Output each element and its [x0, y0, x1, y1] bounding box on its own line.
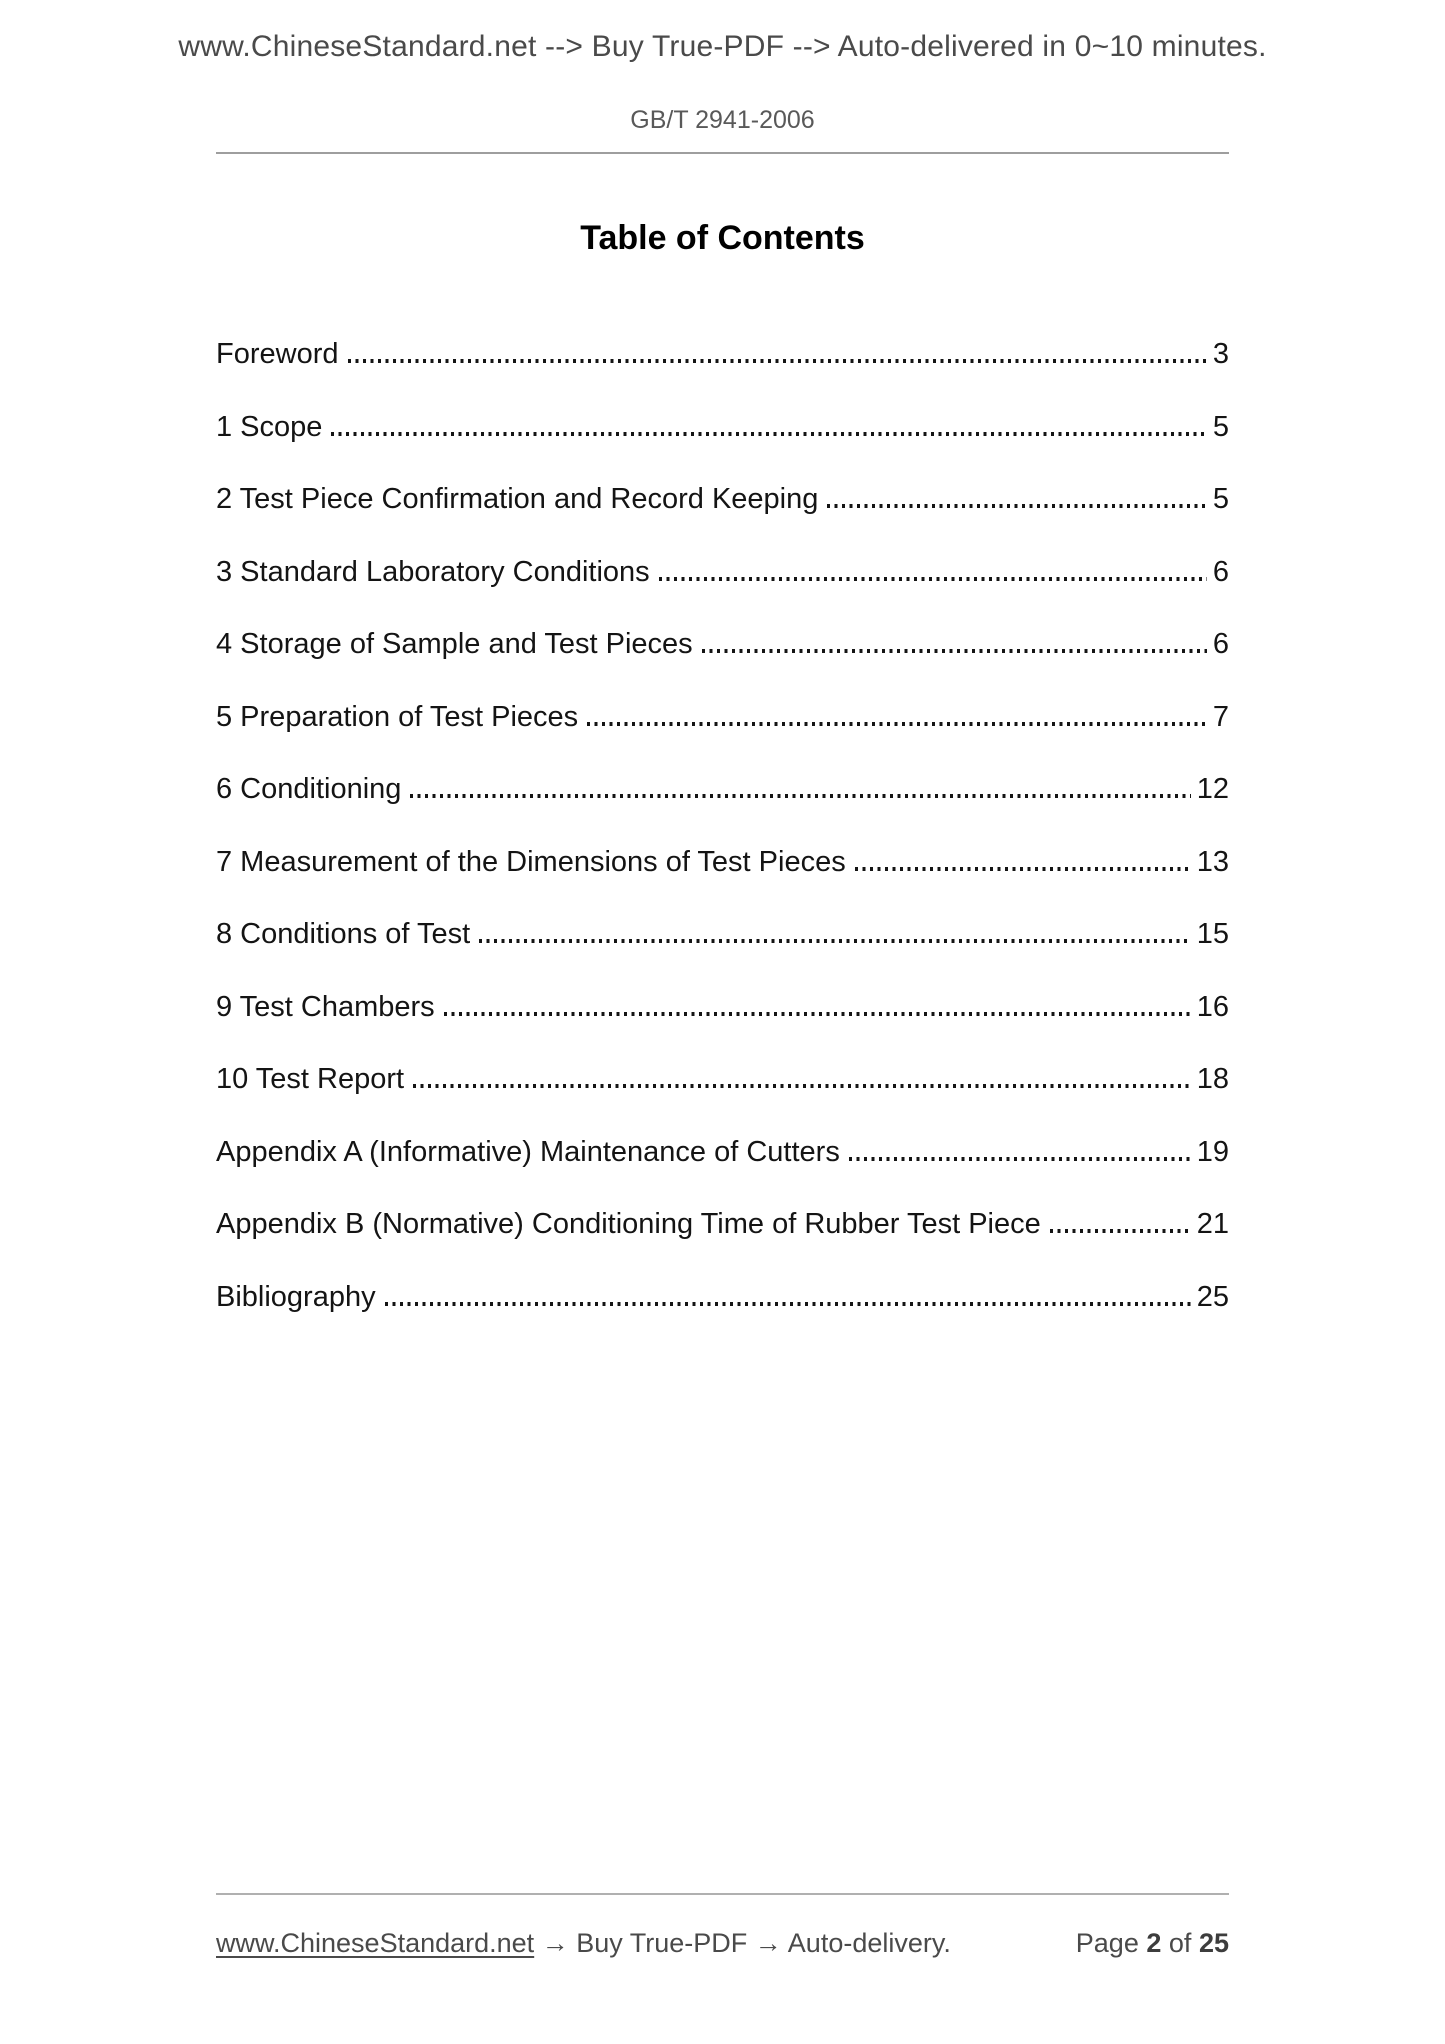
header-divider: [216, 152, 1229, 154]
toc-entry-label: Foreword: [216, 338, 339, 370]
toc-page-number: 16: [1196, 990, 1229, 1023]
toc-entry-label: Appendix A (Informative) Maintenance of Cutters: [216, 1135, 840, 1168]
footer-divider: [216, 1893, 1229, 1895]
toc-entry-label: 7 Measurement of the Dimensions of Test Pieces: [216, 845, 846, 878]
header-banner: www.ChineseStandard.net --> Buy True-PDF --> Auto-delivered in 0~10 minutes.: [178, 30, 1267, 63]
toc-entry-label: 10 Test Report: [216, 1063, 405, 1095]
toc-entry-label: 4 Storage of Sample and Test Pieces: [216, 628, 693, 660]
toc-dot-leader: [587, 722, 1207, 726]
toc-entry-appendix-b: [216, 1209, 1229, 1239]
toc-dot-leader: [444, 1012, 1191, 1016]
toc-entry-label: 2 Test Piece Confirmation and Record Keeping: [216, 483, 819, 515]
toc-dot-leader: [1050, 1229, 1191, 1233]
toc-dot-leader: [849, 1157, 1191, 1161]
toc-entry-label: 9 Test Chambers: [216, 990, 435, 1023]
toc-page-number: 13: [1196, 845, 1229, 878]
arrow-right-icon: →: [754, 1928, 782, 1958]
toc-entry-label: 3 Standard Laboratory Conditions: [216, 555, 650, 588]
toc-entry-label: 6 Conditioning: [216, 773, 402, 805]
toc-entry-label: Bibliography: [216, 1280, 376, 1313]
toc-dot-leader: [827, 504, 1206, 508]
toc-page-number: 21: [1196, 1208, 1229, 1240]
toc-entry-scope: [216, 412, 1229, 442]
toc-dot-leader: [410, 794, 1190, 798]
toc-entry-appendix-a: [216, 1137, 1229, 1167]
toc-entry-test-chambers: [216, 992, 1229, 1022]
arrow-right-icon: →: [541, 1928, 569, 1958]
toc-page-number: 6: [1212, 555, 1229, 588]
toc-dot-leader: [331, 432, 1206, 436]
footer-left: [216, 1928, 951, 1959]
toc-page-number: 7: [1212, 700, 1229, 733]
toc-dot-leader: [855, 867, 1191, 871]
toc-dot-leader: [413, 1084, 1191, 1088]
footer: [216, 1928, 1229, 1959]
toc-entry-conditions-of-test: [216, 919, 1229, 949]
footer-delivery-text: Auto-delivery.: [787, 1928, 951, 1958]
toc-page-number: 5: [1212, 410, 1229, 443]
toc-entry-label: 5 Preparation of Test Pieces: [216, 700, 579, 733]
document-number: GB/T 2941-2006: [630, 106, 815, 134]
toc-page-number: 19: [1196, 1135, 1229, 1168]
toc-page-number: 25: [1196, 1280, 1229, 1313]
toc-entry-conditioning: [216, 774, 1229, 804]
toc-entry-test-report: [216, 1064, 1229, 1094]
toc-entry-preparation-of-test-pieces: [216, 702, 1229, 732]
toc-dot-leader: [479, 939, 1191, 943]
footer-page-indicator: [1076, 1928, 1229, 1959]
toc-entry-label: 8 Conditions of Test: [216, 918, 471, 950]
footer-page-total: 25: [1198, 1928, 1229, 1958]
toc-page-number: 15: [1196, 918, 1229, 950]
toc-entry-measurement-of-dimensions: [216, 847, 1229, 877]
page-title: Table of Contents: [580, 219, 865, 257]
toc-page-number: 12: [1196, 773, 1229, 805]
footer-of-label: of: [1168, 1928, 1192, 1958]
toc-entry-standard-laboratory-conditions: [216, 557, 1229, 587]
toc-entry-label: Appendix B (Normative) Conditioning Time of Rubber Test Piece: [216, 1208, 1041, 1240]
toc-page-number: 6: [1212, 628, 1229, 660]
footer-buy-text: Buy True-PDF: [576, 1928, 748, 1958]
toc-entry-storage-of-sample: [216, 629, 1229, 659]
toc-page-number: 3: [1212, 338, 1229, 370]
toc-dot-leader: [659, 577, 1207, 581]
toc-dot-leader: [348, 359, 1207, 363]
footer-website-link[interactable]: www.ChineseStandard.net: [216, 1928, 535, 1958]
toc-page-number: 5: [1212, 483, 1229, 515]
toc-entry-foreword: [216, 339, 1229, 369]
footer-page-current: 2: [1146, 1928, 1162, 1958]
table-of-contents: [216, 339, 1229, 1354]
footer-page-label: Page: [1075, 1928, 1139, 1958]
toc-page-number: 18: [1196, 1063, 1229, 1095]
toc-dot-leader: [702, 649, 1207, 653]
toc-entry-bibliography: [216, 1282, 1229, 1312]
toc-entry-label: 1 Scope: [216, 410, 323, 443]
toc-dot-leader: [385, 1302, 1191, 1306]
toc-entry-test-piece-confirmation: [216, 484, 1229, 514]
